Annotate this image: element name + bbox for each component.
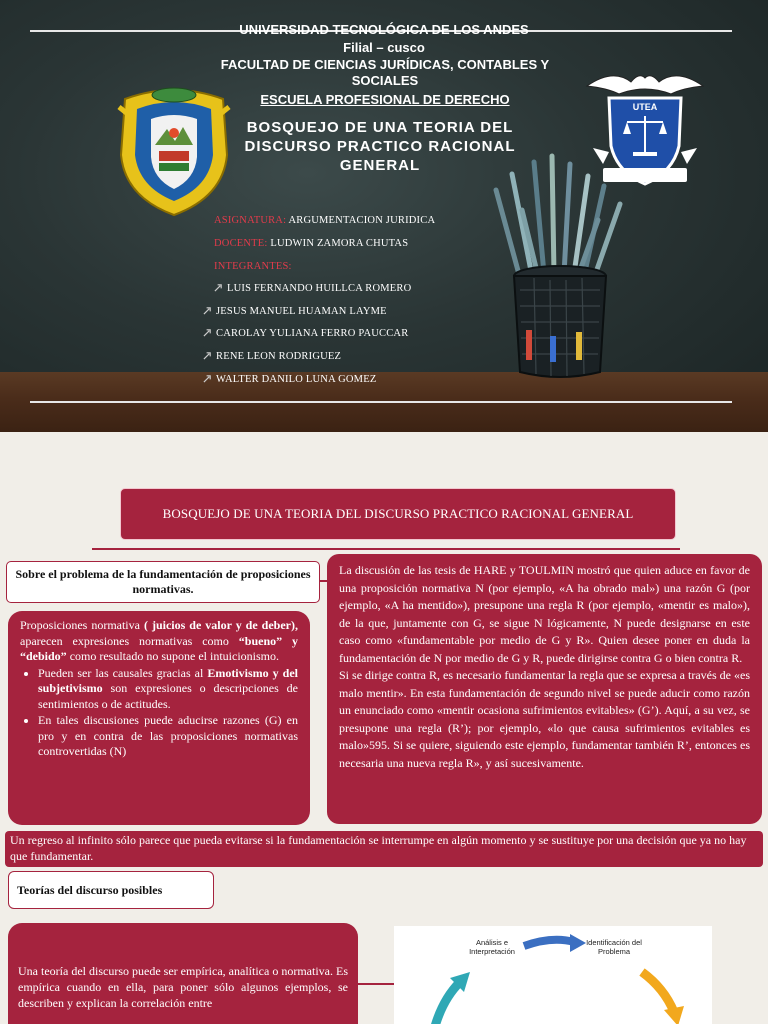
member-item [203, 328, 408, 339]
paragraph: La discusión de las tesis de HARE y TOULMIN mostró que quien aduce en favor de una proposición normativa N (por ejemplo, «A ha obrado mal») una razón G (por ejemplo, «A ha mentido»), presupone una regla R (por ejemplo, «mentir es malo»), de la que, juntamente con G, se sigue N lógicamente, N puede designarse en este caso como «fundamentable por medio de G y R». Quien desee poner en duda la fundamentación de N por medio de G y R, puede dirigirse contra G o bien contra R. [339, 563, 750, 665]
text-run-bold: Emotivismo y del subjetivismo [38, 665, 298, 695]
member-name: WALTER DANILO LUNA GOMEZ [216, 374, 377, 385]
cycle-arrows [394, 926, 712, 1024]
infinite-regress-box: Un regreso al infinito sólo parece que pueda evitarse si la fundamentación se interrumpe en algún momento y se sustituye por una decisión que ya no hay que fundamentar. [5, 831, 763, 867]
empirical-theory-box: Una teoría del discurso puede ser empírica, analítica o normativa. Es empírica cuando en ella, para poner sólo algunos ejemplos, se describen y explican la correlación entre [8, 923, 358, 1024]
arrow-bullet-icon [214, 283, 223, 292]
title-underline [92, 548, 680, 550]
normative-bullets [20, 666, 298, 760]
subject-label: ASIGNATURA: [214, 215, 287, 226]
teacher-label: DOCENTE: [214, 238, 268, 249]
member-name: CAROLAY YULIANA FERRO PAUCCAR [216, 328, 409, 339]
normative-intro [20, 618, 298, 665]
arrow-bullet-icon [203, 306, 212, 315]
member-name: RENE LEON RODRIGUEZ [216, 351, 342, 362]
text-run-bold: ( juicios de valor y de deber), [143, 618, 298, 632]
teacher-line [214, 238, 408, 249]
subject-line [214, 215, 435, 226]
filial-name: Filial – cusco [343, 40, 425, 55]
member-item [203, 374, 376, 385]
bottom-divider [30, 401, 732, 403]
content-slide [0, 432, 768, 1024]
arrow-orange-icon [642, 972, 674, 1012]
arrow-teal-icon [434, 982, 460, 1024]
list-item: • En tales discusiones puede aducirse razones (G) en pro y en contra de las proposiciones normativas controvertidas (N) [38, 713, 298, 760]
normative-propositions-box [8, 611, 310, 825]
member-item [214, 283, 411, 294]
arrow-blue-icon [524, 940, 574, 946]
member-name: JESUS MANUEL HUAMAN LAYME [216, 306, 387, 317]
text-run: Proposiciones normativa [20, 618, 144, 632]
pencil-cup-image [490, 150, 640, 380]
text-run: como resultado no supone el intuicionismo. [66, 649, 279, 663]
hare-toulmin-box [327, 554, 762, 824]
member-name: LUIS FERNANDO HUILLCA ROMERO [227, 283, 412, 294]
process-cycle-diagram [394, 926, 712, 1024]
text-run: aparecen expresiones normativas como [20, 633, 239, 648]
member-item [203, 306, 387, 317]
content-title: BOSQUEJO DE UNA TEORIA DEL DISCURSO PRACTICO RACIONAL GENERAL [120, 488, 676, 540]
cycle-label-identification: Identificación del Problema [586, 938, 642, 956]
faculty-name: FACULTAD DE CIENCIAS JURÍDICAS, CONTABLES Y SOCIALES [220, 57, 550, 88]
utea-logo-text: UTEA [632, 102, 658, 112]
arrow-bullet-icon [203, 374, 212, 383]
arrow-bullet-icon [203, 328, 212, 337]
cover-title: BOSQUEJO DE UNA TEORIA DEL DISCURSO PRACTICO RACIONAL GENERAL [244, 119, 516, 174]
member-item [203, 351, 341, 362]
arrowhead-blue-icon [570, 934, 586, 952]
text-run: son expresiones o descripciones de sentimientos o de actitudes. [38, 681, 298, 711]
arrowhead-orange-icon [664, 1006, 684, 1024]
members-label [214, 261, 292, 272]
list-item [38, 666, 298, 713]
university-crest-logo [115, 85, 233, 217]
university-name: UNIVERSIDAD TECNOLÓGICA DE LOS ANDES [239, 22, 529, 37]
teacher-value: LUDWIN ZAMORA CHUTAS [270, 238, 409, 249]
cycle-label-analysis: Análisis e Interpretación [469, 938, 515, 956]
cover-slide [0, 0, 768, 432]
paragraph: Si se dirige contra R, es necesario fundamentar la regla que se expresa a través de «es malo mentir». En esta fundamentación de segundo nivel se puede aducir como razón un enunciado como «mentir ocasiona sufrimientos evitables» (G’). Aquí, a su vez, se presupone una regla (R’); por ejemplo, «lo que causa sufrimientos evitables es malo»595. Si se quiere, siguiendo este ejemplo, fundamentar también R’, entonces es necesaria una nueva regla R», y así sucesivamente. [339, 668, 750, 770]
theories-title-box: Teorías del discurso posibles [8, 871, 214, 909]
arrow-bullet-icon [203, 351, 212, 360]
text-run: Pueden ser las causales gracias al [38, 665, 208, 680]
subtitle-box: Sobre el problema de la fundamentación de proposiciones normativas. [6, 561, 320, 603]
subject-value: ARGUMENTACION JURIDICA [288, 215, 436, 226]
school-name: ESCUELA PROFESIONAL DE DERECHO [260, 92, 510, 107]
members-label-text: INTEGRANTES: [214, 261, 292, 272]
text-run-bold: “bueno” y “debido” [20, 633, 298, 663]
connector-line [356, 983, 396, 985]
